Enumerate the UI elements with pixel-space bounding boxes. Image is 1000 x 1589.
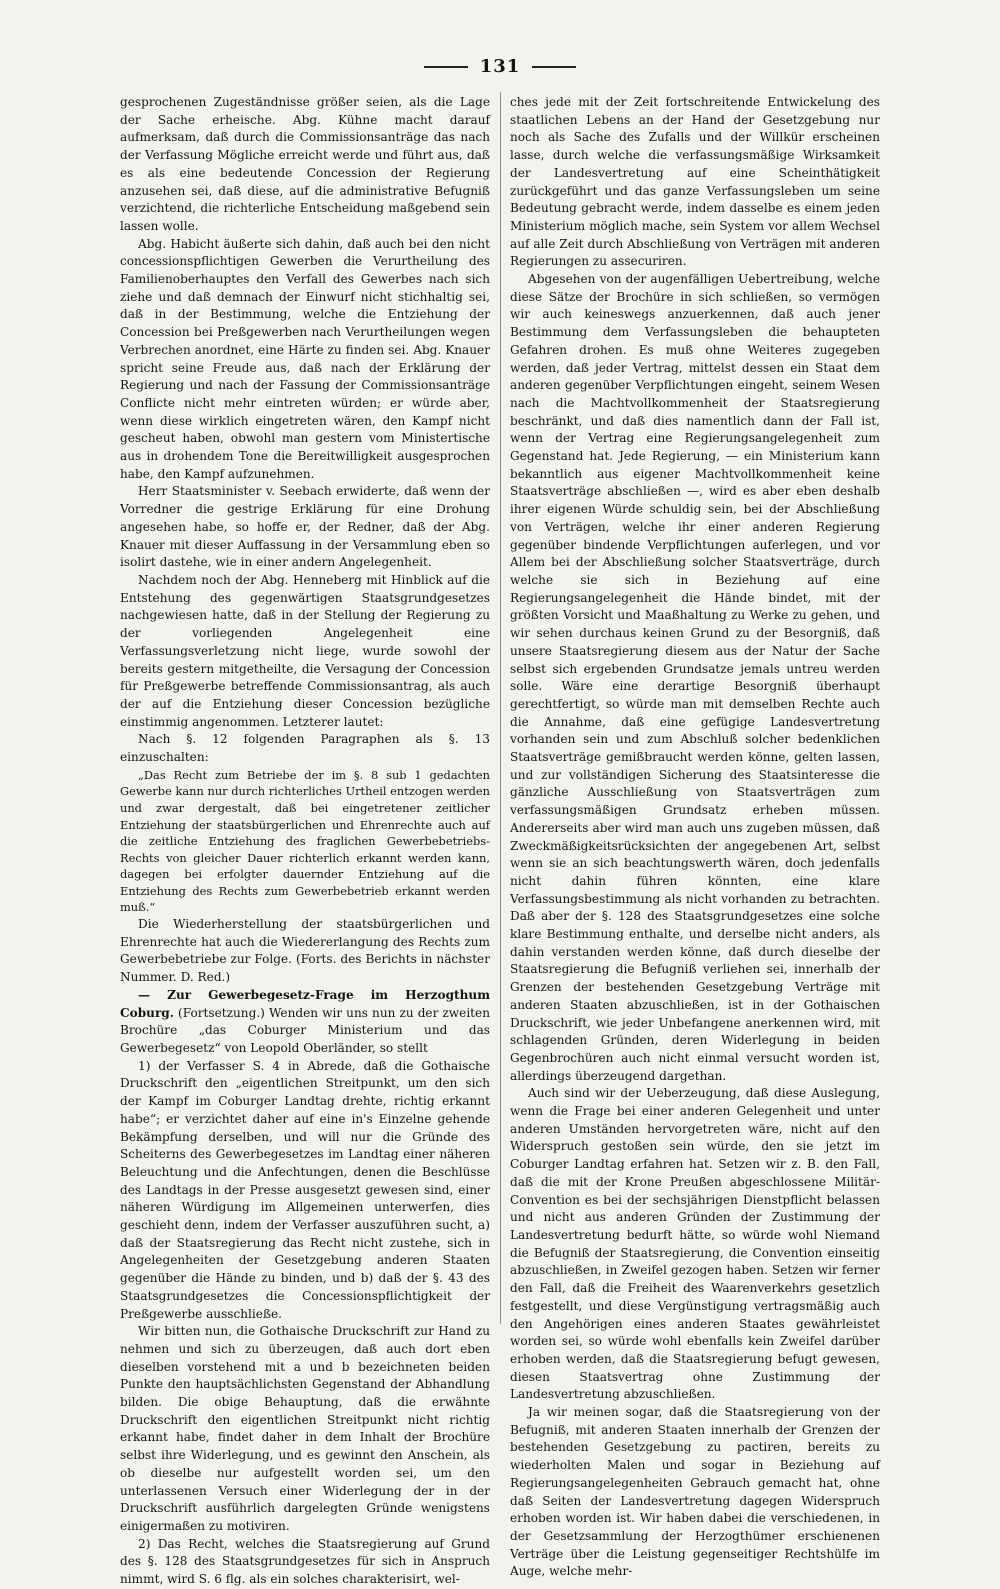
article-heading: — Zur Gewerbegesetz-Frage im Herzogthum Coburg.: [120, 987, 490, 1020]
paragraph-text: Auch sind wir der Ueberzeugung, daß diese Auslegung, wenn die Frage bei einer anderen Gelegenheit und unter anderen Umständen hervorgetreten wäre, nicht auf den Widerspruch gestoßen sein würde, den sie jetzt im Coburger Landtag erfahren hat. Setzen wir z. B. den Fall, daß die mit der Krone Preußen abgeschlossene Militär-Convention es bei der sechsjährigen Dienstpflicht belassen und nicht aus anderen Gründen der Zustimmung der Landesvertretung bedurft hätte, so würde wohl Niemand die Befugniß der Staatsregierung, die Convention einseitig abzuschließen, in Zweifel gezogen haben. Setzen wir ferner den Fall, daß die Freiheit des Waarenverkehrs gesetzlich festgestellt, und diese Vergünstigung vertragsmäßig auch den Angehörigen eines anderen Staates gewährleistet worden sei, so würde wohl ebenfalls kein Zweifel darüber erhoben werden, daß die Staatsregierung befugt gewesen, diesen Staatsvertrag ohne Zustimmung der Landesvertretung abzuschließen.: [510, 1086, 880, 1402]
paragraph-text: 1) der Verfasser S. 4 in Abrede, daß die Gothaische Druckschrift den „eigentlichen Streitpunkt, um den sich der Kampf im Coburger Landtag drehte, richtig erkannt habe“; er verzichtet daher auf eine in's Einzelne gehende Bekämpfung derselben, und will nur die Gründe des Scheiterns des Gewerbegesetzes im Landtag einer näheren Beleuchtung und die Anfechtungen, denen die Beschlüsse des Landtags in der Presse ausgesetzt gewesen sind, einer näheren Würdigung im Allgemeinen unterwerfen, dies geschieht denn, indem der Verfasser auszuführen sucht, a) daß der Staatsregierung das Recht nicht zustehe, sich in Angelegenheiten der Gesetzgebung anderen Staaten gegenüber die Hände zu binden, und b) daß der §. 43 des Staatsgrundgesetzes die Concessionspflichtigkeit der Preßgewerbe ausschließe.: [120, 1058, 490, 1321]
paragraph-text: Wir bitten nun, die Gothaische Druckschrift zur Hand zu nehmen und sich zu überzeugen, daß auch dort eben dieselben vorstehend mit a und b bezeichneten beiden Punkte den hauptsächlichsten Gegenstand der Abhandlung bilden. Die obige Behauptung, daß die erwähnte Druckschrift den eigentlichen Streitpunkt nicht richtig erkannt habe, findet daher in dem Inhalt der Brochüre selbst ihre Widerlegung, und es gewinnt den Anschein, als ob dieselbe nur aufgestellt worden sei, um den unterlassenen Versuch einer Widerlegung der in der Druckschrift ausführlich dargelegten Gründe wenigstens einigermaßen zu motiviren.: [120, 1324, 490, 1533]
paragraph-text: Abgesehen von der augenfälligen Uebertreibung, welche diese Sätze der Brochüre in sich schließen, so vermögen wir auch keineswegs anzuerkennen, daß auch jener Bestimmung dem Verfassungsleben die behaupteten Gefahren drohen. Es muß ohne Weiteres zugegeben werden, daß jeder Vertrag, mittelst dessen ein Staat dem anderen gegenüber Verpflichtungen eingeht, seinem Wesen nach die Machtvollkommenheit der Staatsregierung beschränkt, und daß dies namentlich dann der Fall ist, wenn der Vertrag eine Regierungsangelegenheit zum Gegenstand hat. Jede Regierung, — ein Ministerium kann bekanntlich aus eigener Machtvollkommenheit keine Staatsverträge abschließen —, wird es aber eben deshalb ihrer eigenen Würde schuldig sein, bei der Abschließung von Verträgen, welche ihr einer anderen Regierung gegenüber bindende Verpflichtungen auferlegen, und vor Allem bei der Abschließung solcher Staatsverträge, durch welche sie sich in Beziehung auf eine Regierungsangelegenheit die Hände bindet, mit der größten Vorsicht und Maaßhaltung zu Werke zu gehen, und wir sehen durchaus keinen Grund zu der Besorgniß, daß unsere Staatsregierung diesem aus der Natur der Sache selbst sich ergebenden Grundsatze jemals untreu werden solle. Wäre eine derartige Besorgniß überhaupt gerechtfertigt, so würde man mit demselben Rechte auch die Annahme, daß eine gefügige Landesvertretung vorhanden sein und zum Abschluß solcher bedenklichen Staatsverträge gemißbraucht werden könne, gelten lassen, und zur vollständigen Sicherung des Staatsinteresse die gänzliche Ausschließung von Staatsverträgen zum verfassungsmäßigen Grundsatz erheben müssen. Andererseits aber wird man auch uns zugeben müssen, daß Zweckmäßigkeitsrücksichten der angegebenen Art, selbst wenn sie an sich beachtungswerth wären, doch jedenfalls nicht dahin führen könnten, eine klare Verfassungsbestimmung als nicht vorhanden zu betrachten. Daß aber der §. 128 des Staatsgrundgesetzes eine solche klare Bestimmung enthalte, und derselbe nicht anders, als dahin verstanden werden könne, daß durch dieselbe der Staatsregierung die Befugniß verliehen sei, innerhalb der Grenzen der bestehenden Gesetzgebung Verträge mit anderen Staaten abzuschließen, ist in der Gothaischen Druckschrift, wie jeder Unbefangene anerkennen wird, mit schlagenden Gründen, deren Widerlegung in beiden Gegenbrochüren auch nicht einmal versucht worden ist, allerdings überzeugend dargethan.: [510, 272, 880, 1083]
header-rule-right: [532, 66, 576, 68]
left-column-paragraph: [120, 1536, 490, 1589]
left-column-paragraph: [120, 572, 490, 731]
header-rule-left: [424, 66, 468, 68]
page-header: [0, 56, 1000, 77]
right-column-paragraph: [510, 271, 880, 1085]
left-column-paragraph: [120, 987, 490, 1058]
right-column-paragraph: [510, 1085, 880, 1404]
paragraph-text: gesprochenen Zugeständnisse größer seien, als die Lage der Sache erheische. Abg. Kühne macht darauf aufmerksam, daß durch die Commissionsanträge das nach der Verfassung Mögliche erreicht werde und führt aus, daß es als eine bedeutende Concession der Regierung anzusehen sei, daß diese, auf die administrative Befugniß verzichtend, die richterliche Entscheidung maßgebend sein lassen wolle.: [120, 95, 490, 233]
right-column-paragraph: [510, 94, 880, 271]
paragraph-text: Die Wiederherstellung der staatsbürgerlichen und Ehrenrechte hat auch die Wiedererlangung des Rechts zum Gewerbebetriebe zur Folge. (Forts. des Berichts in nächster Nummer. D. Red.): [120, 917, 490, 985]
paragraph-text: 2) Das Recht, welches die Staatsregierung auf Grund des §. 128 des Staatsgrundgesetzes für sich in Anspruch nimmt, wird S. 6 flg. als ein solches charakterisirt, wel-: [120, 1536, 490, 1587]
paragraph-text: Ja wir meinen sogar, daß die Staatsregierung von der Befugniß, mit anderen Staaten innerhalb der Grenzen der bestehenden Gesetzgebung zu pactiren, bereits zu wiederholten Malen und sogar in Beziehung auf Regierungsangelegenheiten Gebrauch gemacht hat, ohne daß Seiten der Landesvertretung dagegen Widerspruch erhoben worden ist. Wir haben dabei die verschiedenen, in der Gesetzsammlung der Herzogthümer erschienenen Verträge über die Leistung gegenseitiger Rechtshülfe im Auge, welche mehr-: [510, 1405, 880, 1579]
paragraph-text: (Fortsetzung.) Wenden wir uns nun zu der zweiten Brochüre „das Coburger Ministerium und das Gewerbegesetz“ von Leopold Oberländer, so stellt: [120, 1005, 490, 1055]
left-column-paragraph: [120, 1058, 490, 1324]
left-column-paragraph: [120, 731, 490, 766]
paragraph-text: Nach §. 12 folgenden Paragraphen als §. 13 einzuschalten:: [120, 732, 490, 765]
paragraph-text: Abg. Habicht äußerte sich dahin, daß auch bei den nicht concessionspflichtigen Gewerben die Verurtheilung des Familienoberhauptes den Verfall des Gewerbes nach sich ziehe und daß demnach der Einwurf nicht stichhaltig sei, daß in der Bestimmung, welche die Entziehung der Concession bei Preßgewerben nach Verurtheilungen wegen Verbrechen anordnet, eine Härte zu finden sei. Abg. Knauer spricht seine Freude aus, daß nach der Erklärung der Regierung und nach der Fassung der Commissionsanträge Conflicte nicht mehr eintreten würden; er würde aber, wenn diese wirklich eingetreten wären, den Kampf nicht gescheut haben, obwohl man gestern vom Ministertische aus in drohendem Tone die Bereitwilligkeit ausgesprochen habe, den Kampf aufzunehmen.: [120, 236, 490, 481]
left-column-paragraph: [120, 916, 490, 987]
paragraph-text: ches jede mit der Zeit fortschreitende Entwickelung des staatlichen Lebens an der Hand der Gesetzgebung nur noch als Sache des Zufalls und der Willkür erscheinen lasse, durch welche die verfassungsmäßige Wirksamkeit der Landesvertretung auf eine Scheinthätigkeit zurückgeführt und das ganze Verfassungsleben um seine Bedeutung gebracht werde, indem dasselbe es einem jeden Ministerium möglich mache, sein System vor allem Wechsel auf alle Zeit durch Abschließung von Verträgen mit anderen Regierungen zu assecuriren.: [510, 95, 880, 269]
left-column-paragraph: [120, 767, 490, 916]
page-number: 131: [479, 56, 521, 77]
left-column-paragraph: [120, 483, 490, 572]
right-column-paragraph: [510, 1404, 880, 1581]
paragraph-text: Herr Staatsminister v. Seebach erwiderte, daß wenn der Vorredner die gestrige Erklärung für eine Drohung angesehen habe, so hoffe er, der Redner, daß der Abg. Knauer mit dieser Auffassung in der Versammlung eben so isolirt dastehe, wie in einer andern Angelegenheit.: [120, 484, 490, 570]
left-column-paragraph: [120, 94, 490, 236]
left-column-paragraph: [120, 1323, 490, 1535]
column-divider: [500, 92, 501, 1324]
right-column: [510, 94, 880, 1581]
left-column: [120, 94, 490, 1589]
left-column-paragraph: [120, 236, 490, 484]
paragraph-text: „Das Recht zum Betriebe der im §. 8 sub 1 gedachten Gewerbe kann nur durch richterliches Urtheil entzogen werden und zwar dergestalt, daß bei eingetretener zeitlicher Entziehung der staatsbürgerlichen und Ehrenrechte auch auf die zeitliche Entziehung des fraglichen Gewerbebetriebs-Rechts von gleicher Dauer richterlich erkannt werden kann, dagegen bei erfolgter dauernder Entziehung auf die Entziehung des Rechts zum Gewerbebetrieb erkannt werden muß.“: [120, 767, 490, 915]
paragraph-text: Nachdem noch der Abg. Henneberg mit Hinblick auf die Entstehung des gegenwärtigen Staatsgrundgesetzes nachgewiesen hatte, daß in der Stellung der Regierung zu der vorliegenden Angelegenheit eine Verfassungsverletzung nicht liege, wurde sowohl der bereits gestern mitgetheilte, die Versagung der Concession für Preßgewerbe betreffende Commissionsantrag, als auch der auf die Entziehung dieser Concession bezügliche einstimmig angenommen. Letzterer lautet:: [120, 572, 490, 729]
